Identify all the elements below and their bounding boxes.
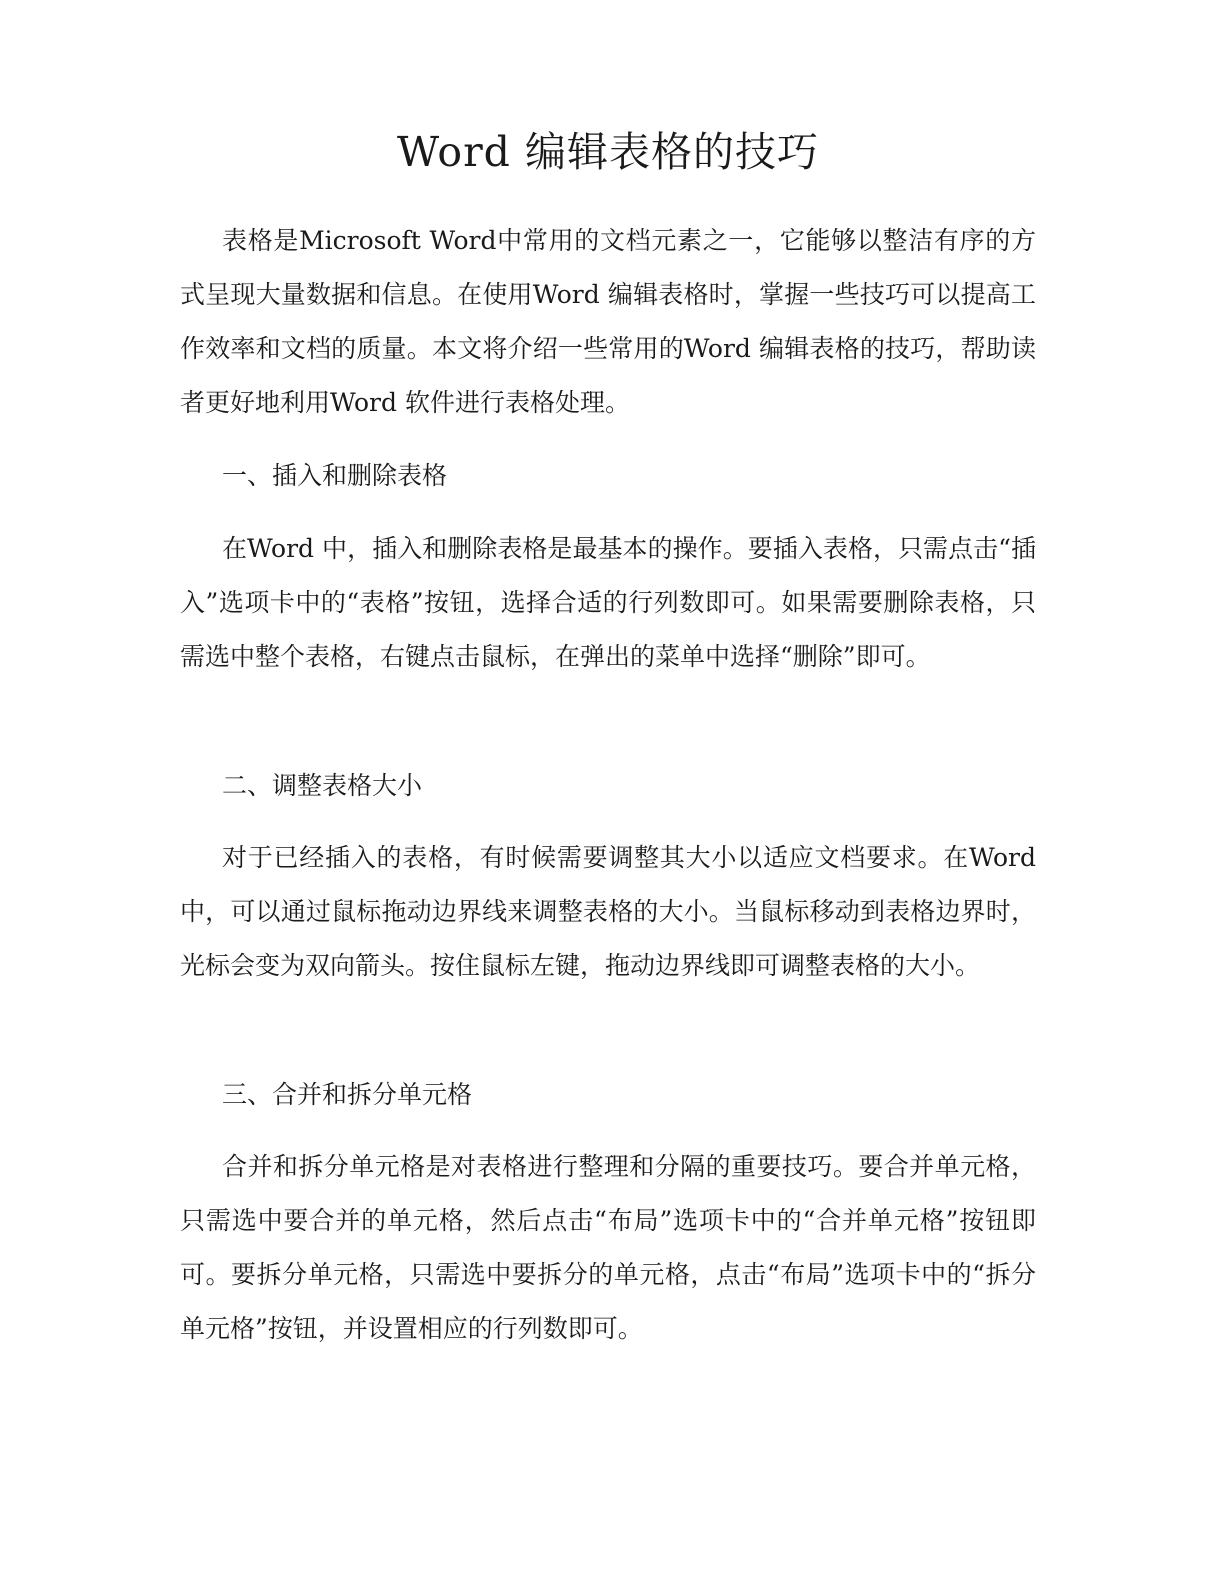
section-heading-merge-split: 三、合并和拆分单元格: [222, 1080, 473, 1109]
intro-paragraph: 表格是Microsoft Word中常用的文档元素之一，它能够以整洁有序的方式呈现大量数据和信息。在使用Word 编辑表格时，掌握一些技巧可以提高工作效率和文档的质量。本文将介绍一些常用的Word 编辑表格的技巧，帮助读者更好地利用Word 软件进行表格处理。: [180, 226, 1036, 417]
section-body-insert-delete: 在Word 中，插入和删除表格是最基本的操作。要插入表格，只需点击“插入”选项卡中的“表格”按钮，选择合适的行列数即可。如果需要删除表格，只需选中整个表格，右键点击鼠标，在弹出的菜单中选择“删除”即可。: [180, 534, 1036, 671]
section-body-merge-split: 合并和拆分单元格是对表格进行整理和分隔的重要技巧。要合并单元格，只需选中要合并的单元格，然后点击“布局”选项卡中的“合并单元格”按钮即可。要拆分单元格，只需选中要拆分的单元格，点击“布局”选项卡中的“拆分单元格”按钮，并设置相应的行列数即可。: [180, 1152, 1036, 1343]
page-title: Word 编辑表格的技巧: [397, 128, 819, 176]
section-heading-insert-delete: 一、插入和删除表格: [222, 461, 448, 490]
section-body-resize: 对于已经插入的表格，有时候需要调整其大小以适应文档要求。在Word 中，可以通过鼠标拖动边界线来调整表格的大小。当鼠标移动到表格边界时，光标会变为双向箭头。按住鼠标左键，拖动边界线即可调整表格的大小。: [180, 843, 1036, 980]
section-heading-resize: 二、调整表格大小: [222, 771, 423, 800]
